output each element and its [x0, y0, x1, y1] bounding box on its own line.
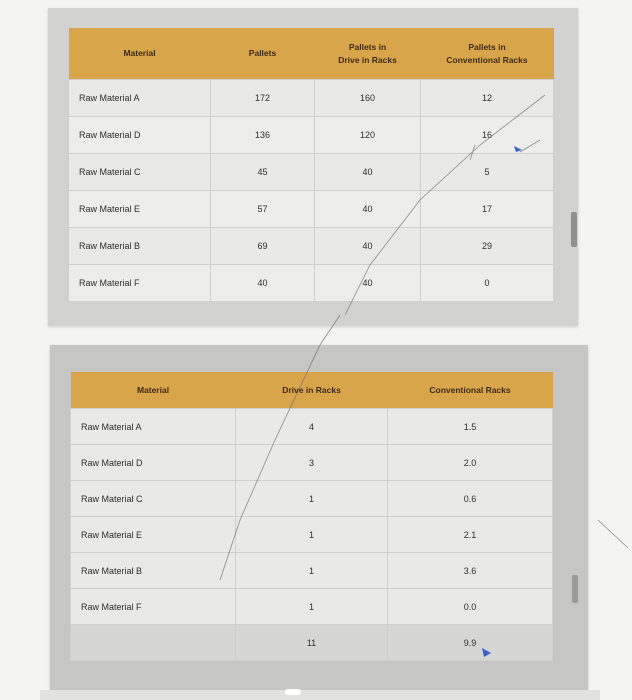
drive-in-racks-cell: 1 [236, 553, 388, 589]
header-pallets-drive-in: Pallets in Drive in Racks [315, 28, 421, 80]
pallets-cell: 40 [211, 265, 315, 302]
conventional-racks-cell: 2.1 [388, 517, 553, 553]
pallets-cell: 172 [211, 80, 315, 117]
drive-in-racks-cell: 4 [236, 409, 388, 445]
total-conventional-racks-cell: 9.9 [388, 625, 553, 661]
drive-in-cell: 40 [315, 191, 421, 228]
conventional-cell: 5 [421, 154, 554, 191]
pallets-cell: 136 [211, 117, 315, 154]
drive-in-racks-cell: 1 [236, 517, 388, 553]
header-material: Material [69, 28, 211, 80]
home-indicator[interactable] [285, 689, 301, 695]
conventional-cell: 29 [421, 228, 554, 265]
header-pallets: Pallets [211, 28, 315, 80]
drive-in-racks-cell: 1 [236, 481, 388, 517]
material-cell: Raw Material B [69, 228, 211, 265]
material-cell: Raw Material C [69, 154, 211, 191]
pen-stroke [520, 140, 540, 152]
total-drive-in-racks-cell: 11 [236, 625, 388, 661]
material-cell: Raw Material F [69, 265, 211, 302]
conventional-cell: 17 [421, 191, 554, 228]
material-cell: Raw Material F [71, 589, 236, 625]
pen-stroke [470, 145, 475, 160]
conventional-cell: 12 [421, 80, 554, 117]
conventional-cell: 16 [421, 117, 554, 154]
pallets-cell: 45 [211, 154, 315, 191]
bottom-bar [40, 690, 600, 700]
pen-stroke [220, 315, 340, 580]
conventional-cell: 0 [421, 265, 554, 302]
pen-stroke [598, 520, 628, 548]
material-cell: Raw Material D [69, 117, 211, 154]
header-pallets-conventional: Pallets in Conventional Racks [421, 28, 554, 80]
drive-in-cell: 120 [315, 117, 421, 154]
conventional-racks-cell: 2.0 [388, 445, 553, 481]
conventional-racks-cell: 0.6 [388, 481, 553, 517]
conventional-racks-cell: 3.6 [388, 553, 553, 589]
material-cell: Raw Material E [71, 517, 236, 553]
drive-in-cell: 40 [315, 265, 421, 302]
drive-in-racks-cell: 1 [236, 589, 388, 625]
drive-in-cell: 40 [315, 228, 421, 265]
conventional-racks-cell: 0.0 [388, 589, 553, 625]
drive-in-cell: 40 [315, 154, 421, 191]
material-cell: Raw Material A [71, 409, 236, 445]
conventional-racks-cell: 1.5 [388, 409, 553, 445]
pallets-cell: 69 [211, 228, 315, 265]
material-cell: Raw Material B [71, 553, 236, 589]
material-cell: Raw Material E [69, 191, 211, 228]
pallets-cell: 57 [211, 191, 315, 228]
material-cell: Raw Material C [71, 481, 236, 517]
cursor-icon [482, 648, 491, 657]
pen-stroke [345, 95, 545, 315]
header-conventional-racks: Conventional Racks [388, 372, 553, 409]
material-cell: Raw Material D [71, 445, 236, 481]
drive-in-cell: 160 [315, 80, 421, 117]
drive-in-racks-cell: 3 [236, 445, 388, 481]
header-material: Material [71, 372, 236, 409]
header-drive-in-racks: Drive in Racks [236, 372, 388, 409]
material-cell: Raw Material A [69, 80, 211, 117]
